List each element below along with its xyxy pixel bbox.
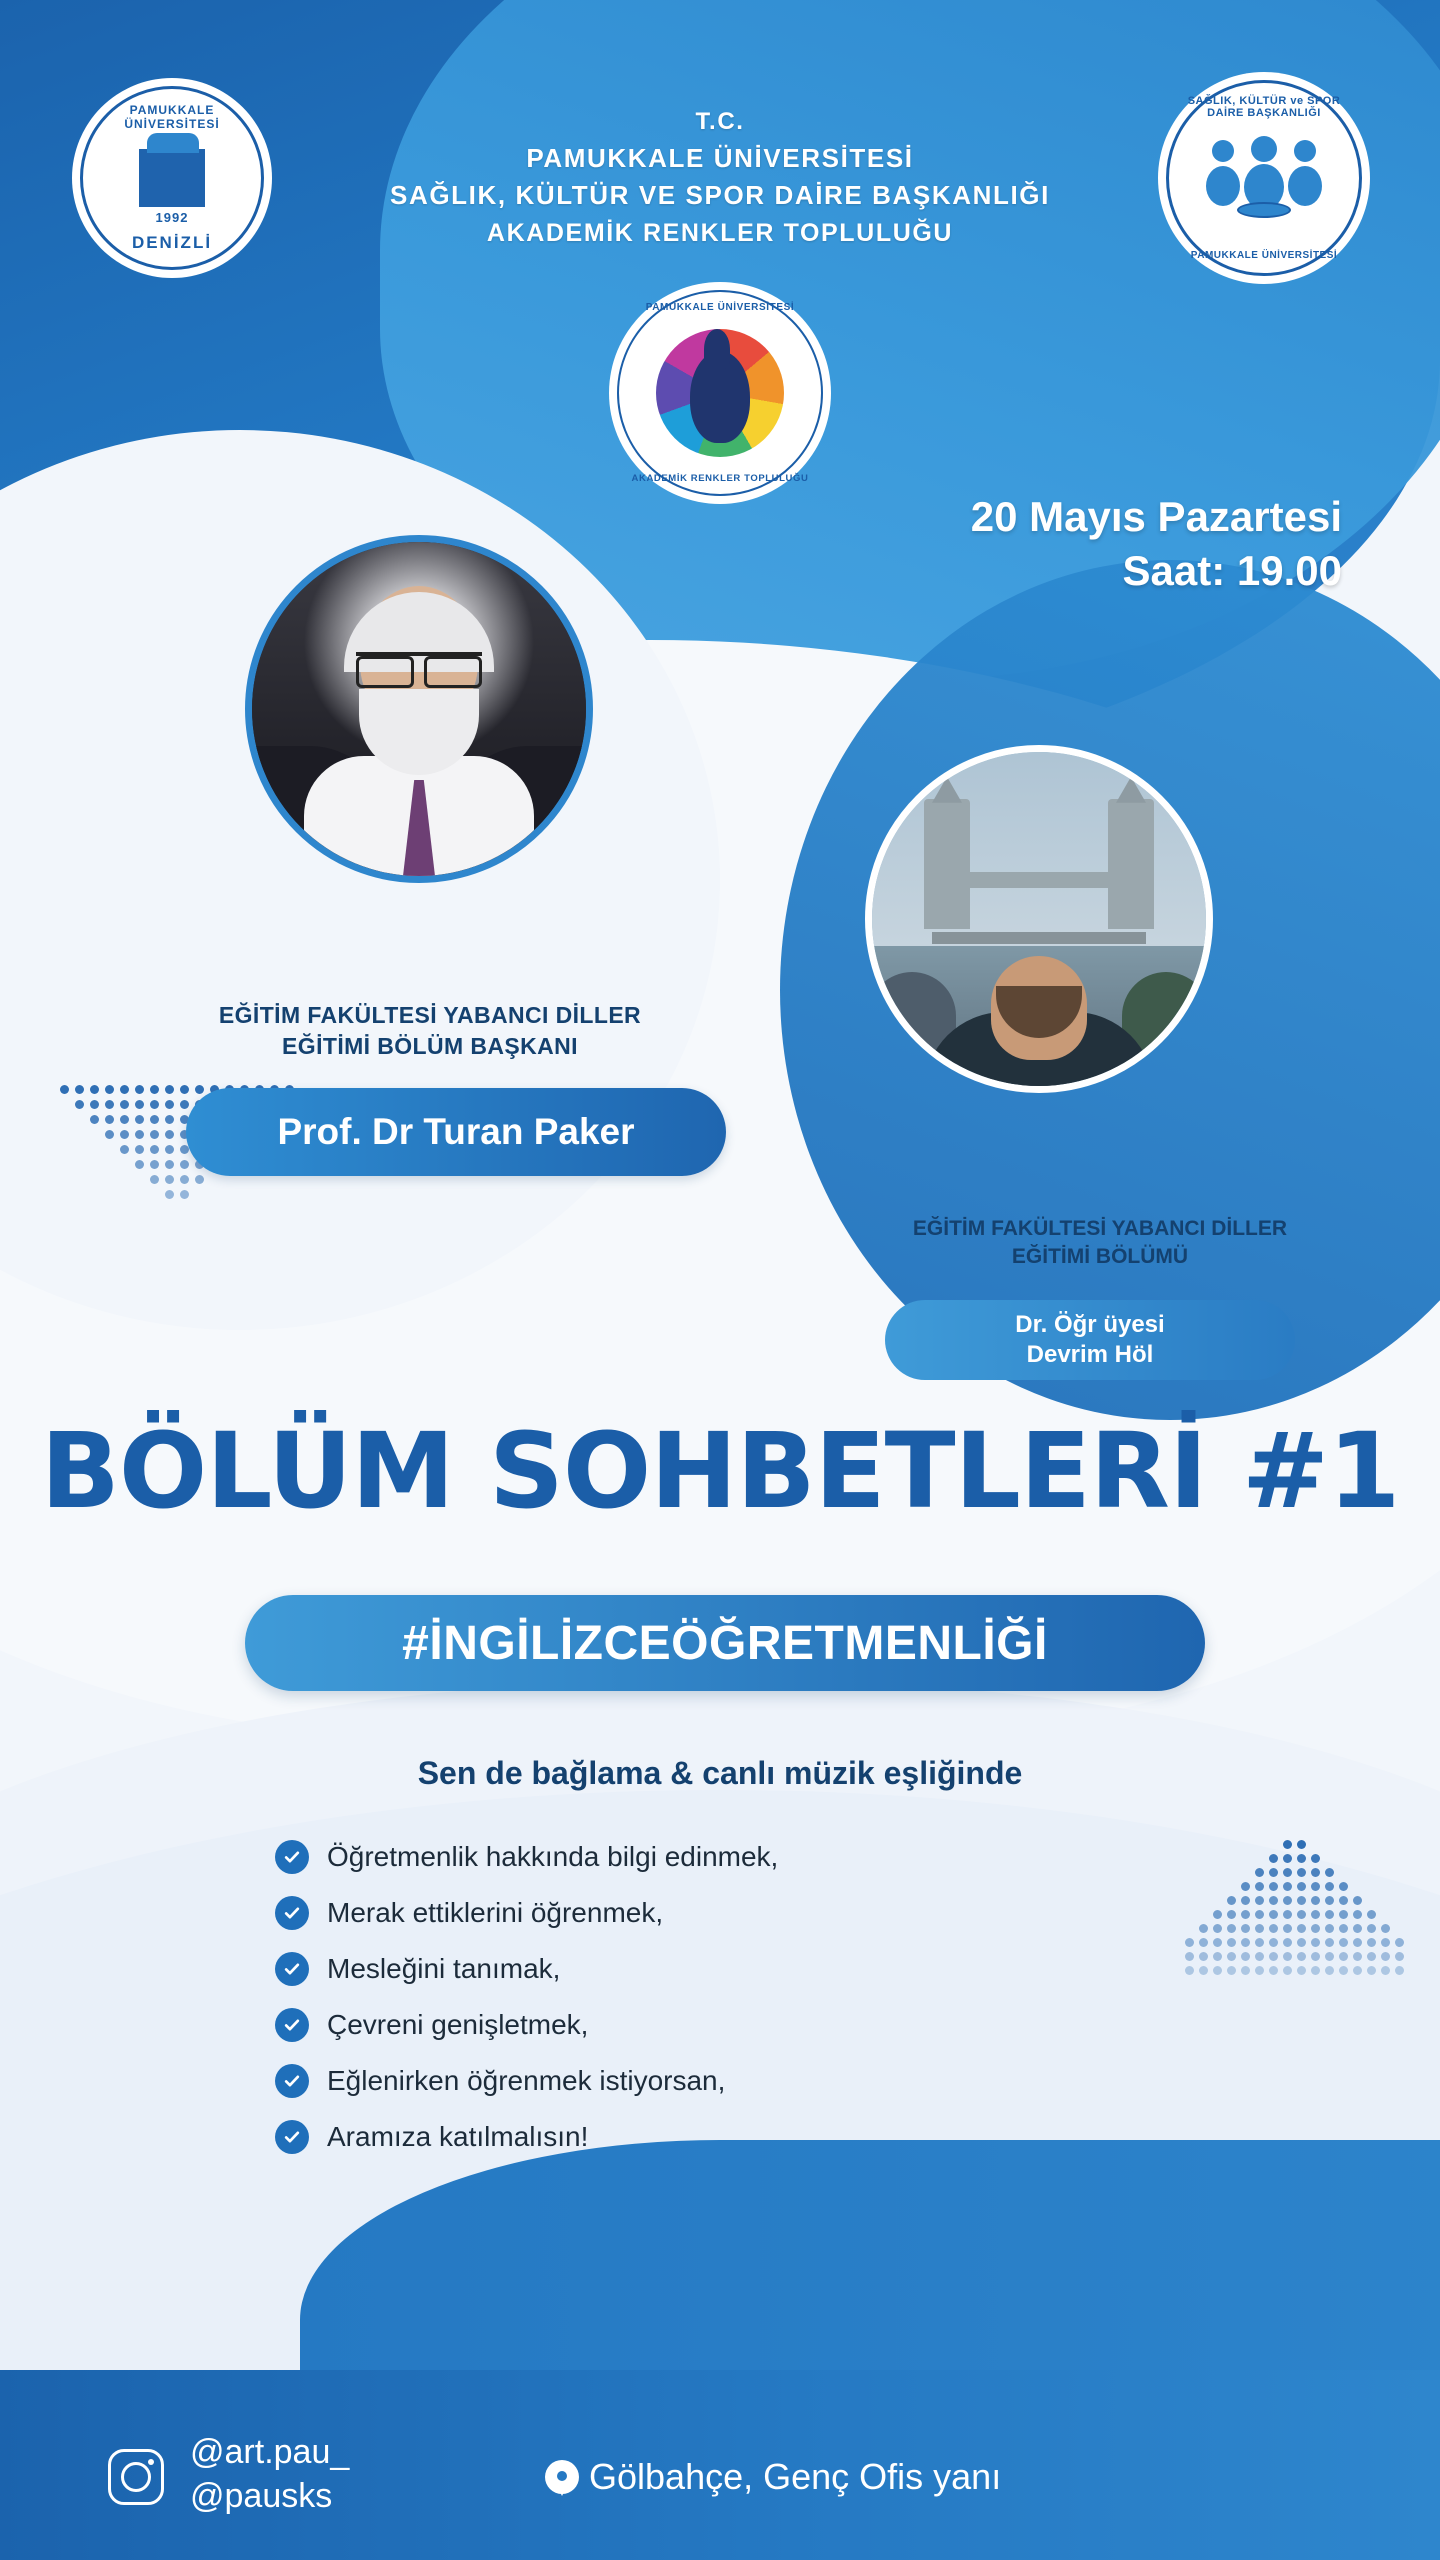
- header-line-3: SAĞLIK, KÜLTÜR VE SPOR DAİRE BAŞKANLIĞI: [390, 180, 1050, 211]
- club-logo-bottom-text: AKADEMİK RENKLER TOPLULUĞU: [631, 473, 809, 484]
- event-time: Saat: 19.00: [1122, 546, 1342, 594]
- speaker-1-name-badge: [186, 1088, 726, 1176]
- instagram-handles: [190, 2430, 349, 2518]
- akademik-renkler-club-logo: [609, 282, 831, 504]
- check-icon: [275, 1952, 309, 1986]
- logo-left-bottom-text: DENİZLİ: [131, 233, 213, 252]
- speaker-1-role-line-1: EĞİTİM FAKÜLTESİ YABANCI DİLLER: [218, 1002, 642, 1028]
- header-line-1: T.C.: [695, 108, 745, 135]
- list-item-label: Öğretmenlik hakkında bilgi edinmek,: [327, 1841, 779, 1872]
- speaker-2-photo: [865, 745, 1213, 1093]
- list-item-label: Merak ettiklerini öğrenmek,: [327, 1897, 664, 1928]
- speaker-1-role-line-2: EĞİTİMİ BÖLÜM BAŞKANI: [282, 1033, 578, 1060]
- check-icon: [275, 2008, 309, 2042]
- list-item: [275, 2120, 1075, 2154]
- list-item-label: Aramıza katılmalısın!: [327, 2121, 589, 2152]
- speaker-2-name-badge: [885, 1300, 1295, 1380]
- logo-left-top-text: PAMUKKALE ÜNİVERSİTESİ: [124, 103, 220, 131]
- instagram-handle-1: @art.pau_: [190, 2432, 350, 2471]
- hashtag-badge: [245, 1595, 1205, 1691]
- check-icon: [275, 1896, 309, 1930]
- organization-header: [0, 105, 1440, 251]
- list-item-label: Çevreni genişletmek,: [327, 2009, 589, 2040]
- list-item-label: Eğlenirken öğrenmek istiyorsan,: [327, 2065, 726, 2096]
- list-item: [275, 2064, 1075, 2098]
- list-item: [275, 1896, 1075, 1930]
- event-datetime: [971, 490, 1342, 598]
- logo-left-year: 1992: [155, 210, 189, 225]
- event-subtitle: Sen de bağlama & canlı müzik eşliğinde: [417, 1755, 1023, 1791]
- list-item: [275, 2008, 1075, 2042]
- header-line-2: PAMUKKALE ÜNİVERSİTESİ: [526, 142, 914, 173]
- check-icon: [275, 1840, 309, 1874]
- list-item-label: Mesleğini tanımak,: [327, 1953, 561, 1984]
- benefits-list: [275, 1840, 1075, 2176]
- speaker-1-name: Prof. Dr Turan Paker: [277, 1111, 635, 1152]
- speaker-2-name-line-1: Dr. Öğr üyesi: [1015, 1311, 1165, 1338]
- check-icon: [275, 2120, 309, 2154]
- list-item: [275, 1952, 1075, 1986]
- instagram-handle-2: @pausks: [190, 2476, 333, 2515]
- location-pin-icon: [545, 2460, 579, 2494]
- speaker-1-role: [150, 1000, 710, 1062]
- speaker-1-photo: [245, 535, 593, 883]
- header-line-4: AKADEMİK RENKLER TOPLULUĞU: [486, 219, 954, 248]
- hashtag-text: #İNGİLİZCEÖĞRETMENLİĞİ: [402, 1616, 1048, 1670]
- check-icon: [275, 2064, 309, 2098]
- event-title: BÖLÜM SOHBETLERİ #1: [40, 1410, 1400, 1532]
- instagram-icon: [108, 2449, 164, 2505]
- logo-right-top-text: SAĞLIK, KÜLTÜR ve SPOR DAİRE BAŞKANLIĞI: [1187, 95, 1341, 119]
- speaker-2-role-line-2: EĞİTİMİ BÖLÜMÜ: [1011, 1245, 1189, 1269]
- speaker-2-role: [820, 1215, 1380, 1272]
- club-logo-top-text: PAMUKKALE ÜNİVERSİTESİ: [645, 302, 795, 313]
- list-item: [275, 1840, 1075, 1874]
- peacock-icon: [690, 351, 750, 443]
- logo-right-bottom-text: PAMUKKALE ÜNİVERSİTESİ: [1190, 250, 1338, 261]
- location-text: Gölbahçe, Genç Ofis yanı: [589, 2456, 1002, 2497]
- speaker-2-role-line-1: EĞİTİM FAKÜLTESİ YABANCI DİLLER: [912, 1217, 1288, 1240]
- location-info: [545, 2456, 1001, 2498]
- event-date: 20 Mayıs Pazartesi: [970, 493, 1342, 540]
- speaker-2-name-line-2: Devrim Höl: [1026, 1341, 1154, 1368]
